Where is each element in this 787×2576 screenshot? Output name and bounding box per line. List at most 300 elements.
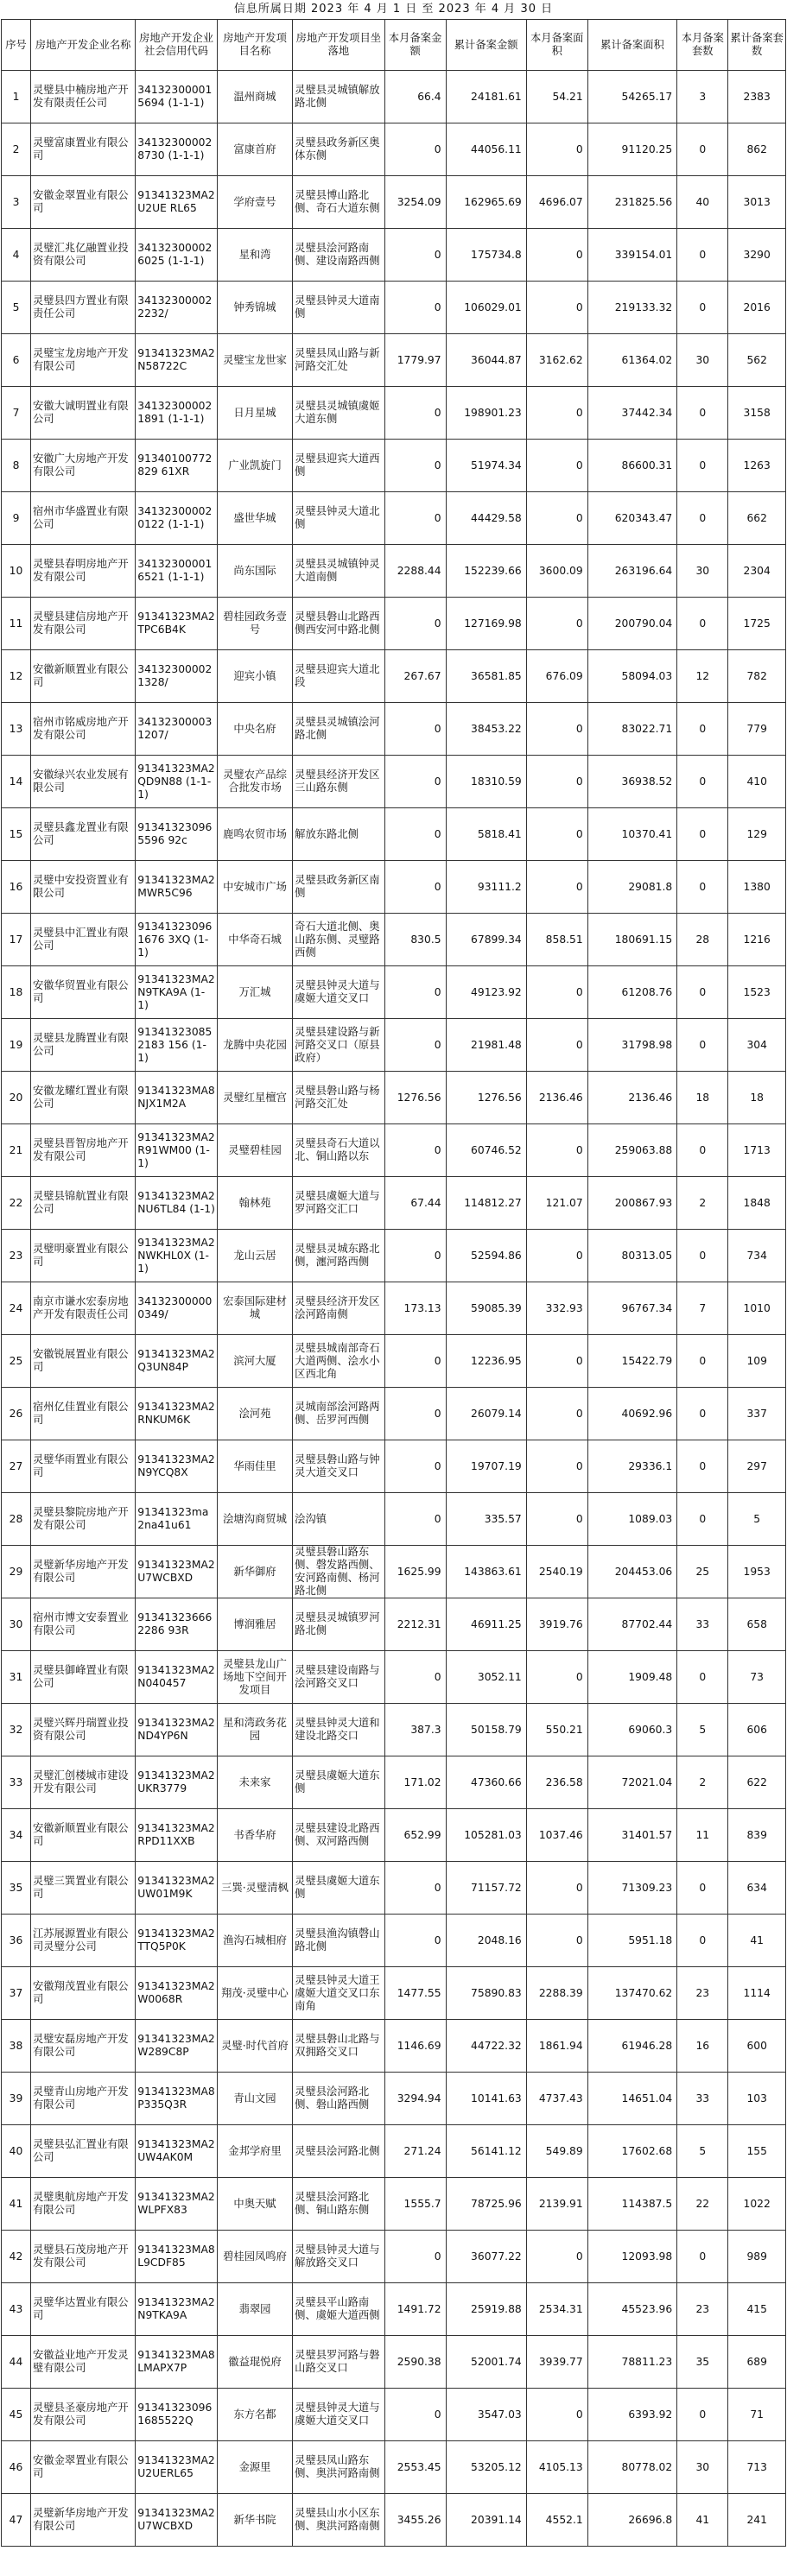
month-area-cell: 0	[526, 1440, 587, 1493]
project-location-cell: 灵璧县浍河路北侧、磐山路西侧	[293, 2073, 384, 2125]
row-index-cell: 3	[2, 176, 31, 229]
month-area-cell: 0	[526, 598, 587, 650]
project-location-cell: 灵璧县浍河路南侧、建设南路西侧	[293, 229, 384, 282]
credit-code-cell: 341323000016521 (1-1-1)	[136, 545, 218, 598]
table-row	[2, 1967, 786, 2020]
month-area-cell: 0	[526, 1388, 587, 1440]
project-name-cell: 星和湾政务花园	[217, 1704, 292, 1756]
credit-code-cell: 91340100772829 61XR	[136, 440, 218, 492]
month-units-cell: 0	[677, 861, 728, 914]
month-area-cell: 332.93	[526, 1282, 587, 1335]
project-location-cell: 灵璧县钟灵大道与解放路交叉口	[293, 2231, 384, 2283]
developer-name-cell: 灵璧县鑫龙置业有限公司	[31, 808, 136, 861]
project-location-cell: 灵璧县迎宾大道西侧	[293, 440, 384, 492]
row-index-cell: 23	[2, 1230, 31, 1282]
project-location-cell: 灵璧县虞姬大道东侧	[293, 1862, 384, 1915]
project-location-cell: 灵璧县凤山路与新河路交汇处	[293, 334, 384, 387]
month-area-cell: 0	[526, 492, 587, 545]
developer-name-cell: 灵璧新华房地产开发有限公司	[31, 2494, 136, 2547]
row-index-cell: 10	[2, 545, 31, 598]
project-location-cell: 灵璧县政务新区南侧	[293, 861, 384, 914]
developer-name-cell: 灵璧县黎院房地产开发有限公司	[31, 1493, 136, 1546]
row-index-cell: 5	[2, 282, 31, 334]
developer-name-cell: 安徽广大房地产开发有限公司	[31, 440, 136, 492]
project-location-cell: 灵璧县经济开发区浍河路南侧	[293, 1282, 384, 1335]
total-area-cell: 71309.23	[587, 1862, 677, 1915]
project-name-cell: 渔沟石城相府	[217, 1915, 292, 1967]
total-area-cell: 200790.04	[587, 598, 677, 650]
credit-code-cell: 341323000021328/	[136, 650, 218, 703]
row-index-cell: 18	[2, 966, 31, 1019]
total-amount-cell: 3547.03	[446, 2389, 526, 2441]
credit-code-cell: 91341323MA8NJX1M2A	[136, 1072, 218, 1124]
table-row	[2, 861, 786, 914]
project-name-cell: 金源里	[217, 2441, 292, 2494]
row-index-cell: 25	[2, 1335, 31, 1388]
row-index-cell: 29	[2, 1546, 31, 1598]
project-name-cell: 星和湾	[217, 229, 292, 282]
table-row	[2, 1862, 786, 1915]
row-index-cell: 14	[2, 756, 31, 808]
project-name-cell: 宏泰国际建材城	[217, 1282, 292, 1335]
total-units-cell: 304	[728, 1019, 786, 1072]
project-location-cell: 灵璧县灵城镇虞姬大道东侧	[293, 387, 384, 440]
total-area-cell: 96767.34	[587, 1282, 677, 1335]
credit-code-cell: 341323000026025 (1-1-1)	[136, 229, 218, 282]
total-amount-cell: 10141.63	[446, 2073, 526, 2125]
table-row	[2, 2178, 786, 2231]
month-amount-cell: 271.24	[384, 2125, 446, 2178]
row-index-cell: 24	[2, 1282, 31, 1335]
total-area-cell: 1909.48	[587, 1651, 677, 1704]
month-units-cell: 35	[677, 2336, 728, 2389]
total-units-cell: 41	[728, 1915, 786, 1967]
row-index-cell: 9	[2, 492, 31, 545]
month-area-cell: 0	[526, 1124, 587, 1177]
table-row	[2, 2125, 786, 2178]
month-units-cell: 0	[677, 598, 728, 650]
row-index-cell: 31	[2, 1651, 31, 1704]
month-units-cell: 0	[677, 282, 728, 334]
month-units-cell: 0	[677, 1388, 728, 1440]
project-name-cell: 灵璧·时代首府	[217, 2020, 292, 2073]
row-index-cell: 47	[2, 2494, 31, 2547]
project-location-cell: 灵璧县城南部奇石大道两侧、浍水小区西北角	[293, 1335, 384, 1388]
total-area-cell: 37442.34	[587, 387, 677, 440]
developer-name-cell: 安徽新顺置业有限公司	[31, 650, 136, 703]
total-units-cell: 71	[728, 2389, 786, 2441]
table-row	[2, 71, 786, 123]
month-area-cell: 0	[526, 1651, 587, 1704]
credit-code-cell: 91341323MA2W0068R	[136, 1967, 218, 2020]
credit-code-cell: 913413230965596 92c	[136, 808, 218, 861]
row-index-cell: 19	[2, 1019, 31, 1072]
month-units-cell: 0	[677, 1335, 728, 1388]
month-units-cell: 33	[677, 2073, 728, 2125]
total-amount-cell: 67899.34	[446, 914, 526, 966]
month-units-cell: 41	[677, 2494, 728, 2547]
row-index-cell: 26	[2, 1388, 31, 1440]
total-area-cell: 78811.23	[587, 2336, 677, 2389]
row-index-cell: 1	[2, 71, 31, 123]
project-location-cell: 灵璧县建设南路与浍河路交叉口	[293, 1651, 384, 1704]
total-amount-cell: 93111.2	[446, 861, 526, 914]
total-area-cell: 31798.98	[587, 1019, 677, 1072]
total-amount-cell: 335.57	[446, 1493, 526, 1546]
total-area-cell: 1089.03	[587, 1493, 677, 1546]
row-index-cell: 38	[2, 2020, 31, 2073]
total-units-cell: 1022	[728, 2178, 786, 2231]
credit-code-cell: 91341323MA2N040457	[136, 1651, 218, 1704]
total-amount-cell: 106029.01	[446, 282, 526, 334]
month-area-cell: 0	[526, 966, 587, 1019]
project-location-cell: 灵璧县博山路北侧、奇石大道东侧	[293, 176, 384, 229]
month-amount-cell: 173.13	[384, 1282, 446, 1335]
total-area-cell: 10370.41	[587, 808, 677, 861]
month-amount-cell: 0	[384, 1124, 446, 1177]
month-amount-cell: 1779.97	[384, 334, 446, 387]
credit-code-cell: 91341323MA2UW4AK0M	[136, 2125, 218, 2178]
total-units-cell: 1953	[728, 1546, 786, 1598]
month-amount-cell: 0	[384, 1019, 446, 1072]
project-name-cell: 三巽·灵璧清枫	[217, 1862, 292, 1915]
total-area-cell: 72021.04	[587, 1756, 677, 1809]
total-area-cell: 12093.98	[587, 2231, 677, 2283]
credit-code-cell: 91341323MA2WLPFX83	[136, 2178, 218, 2231]
project-name-cell: 万汇城	[217, 966, 292, 1019]
month-amount-cell: 0	[384, 1388, 446, 1440]
row-index-cell: 11	[2, 598, 31, 650]
total-units-cell: 782	[728, 650, 786, 703]
project-name-cell: 灵璧碧桂园	[217, 1124, 292, 1177]
table-row	[2, 2494, 786, 2547]
total-amount-cell: 47360.66	[446, 1756, 526, 1809]
month-units-cell: 0	[677, 1440, 728, 1493]
total-area-cell: 69060.3	[587, 1704, 677, 1756]
developer-name-cell: 安徽金翠置业有限公司	[31, 176, 136, 229]
total-units-cell: 2304	[728, 545, 786, 598]
total-area-cell: 263196.64	[587, 545, 677, 598]
project-location-cell: 灵璧县经济开发区三山路东侧	[293, 756, 384, 808]
total-area-cell: 5951.18	[587, 1915, 677, 1967]
total-amount-cell: 51974.34	[446, 440, 526, 492]
month-amount-cell: 67.44	[384, 1177, 446, 1230]
credit-code-cell: 91341323MA2MWR5C96	[136, 861, 218, 914]
table-row	[2, 229, 786, 282]
row-index-cell: 2	[2, 123, 31, 176]
total-area-cell: 61946.28	[587, 2020, 677, 2073]
total-units-cell: 1263	[728, 440, 786, 492]
month-amount-cell: 2288.44	[384, 545, 446, 598]
month-units-cell: 3	[677, 71, 728, 123]
total-units-cell: 5	[728, 1493, 786, 1546]
month-area-cell: 4696.07	[526, 176, 587, 229]
table-row	[2, 1177, 786, 1230]
month-units-cell: 7	[677, 1282, 728, 1335]
month-units-cell: 0	[677, 1230, 728, 1282]
row-index-cell: 36	[2, 1915, 31, 1967]
month-area-cell: 0	[526, 861, 587, 914]
table-row	[2, 2441, 786, 2494]
total-units-cell: 337	[728, 1388, 786, 1440]
month-units-cell: 28	[677, 914, 728, 966]
total-units-cell: 562	[728, 334, 786, 387]
row-index-cell: 42	[2, 2231, 31, 2283]
developer-name-cell: 宿州市铭威房地产开发有限公司	[31, 703, 136, 756]
total-units-cell: 1380	[728, 861, 786, 914]
total-units-cell: 600	[728, 2020, 786, 2073]
developer-name-cell: 灵璧县四方置业有限责任公司	[31, 282, 136, 334]
table-row	[2, 1598, 786, 1651]
total-amount-cell: 52001.74	[446, 2336, 526, 2389]
total-area-cell: 200867.93	[587, 1177, 677, 1230]
table-row	[2, 1072, 786, 1124]
table-row	[2, 176, 786, 229]
total-amount-cell: 18310.59	[446, 756, 526, 808]
total-units-cell: 779	[728, 703, 786, 756]
total-units-cell: 662	[728, 492, 786, 545]
credit-code-cell: 341323000031207/	[136, 703, 218, 756]
month-units-cell: 0	[677, 703, 728, 756]
credit-code-cell: 91341323MA2RNKUM6K	[136, 1388, 218, 1440]
project-name-cell: 翰林苑	[217, 1177, 292, 1230]
project-name-cell: 新华御府	[217, 1546, 292, 1598]
project-location-cell: 灵璧县建设北路西侧、双河路西侧	[293, 1809, 384, 1862]
total-units-cell: 241	[728, 2494, 786, 2547]
total-amount-cell: 56141.12	[446, 2125, 526, 2178]
month-area-cell: 236.58	[526, 1756, 587, 1809]
month-area-cell: 0	[526, 703, 587, 756]
total-amount-cell: 21981.48	[446, 1019, 526, 1072]
total-units-cell: 622	[728, 1756, 786, 1809]
project-location-cell: 浍沟镇	[293, 1493, 384, 1546]
month-amount-cell: 0	[384, 1335, 446, 1388]
total-area-cell: 29336.1	[587, 1440, 677, 1493]
total-area-cell: 6393.92	[587, 2389, 677, 2441]
project-location-cell: 灵璧县政务新区奥体东侧	[293, 123, 384, 176]
total-amount-cell: 1276.56	[446, 1072, 526, 1124]
table-row	[2, 2283, 786, 2336]
month-area-cell: 0	[526, 440, 587, 492]
project-name-cell: 钟秀锦城	[217, 282, 292, 334]
project-name-cell: 金邦学府里	[217, 2125, 292, 2178]
total-amount-cell: 46911.25	[446, 1598, 526, 1651]
month-amount-cell: 0	[384, 1915, 446, 1967]
developer-name-cell: 灵璧华雨置业有限公司	[31, 1440, 136, 1493]
month-amount-cell: 0	[384, 492, 446, 545]
credit-code-cell: 91341323MA2TPC6B4K	[136, 598, 218, 650]
project-name-cell: 书香华府	[217, 1809, 292, 1862]
month-units-cell: 0	[677, 2389, 728, 2441]
month-amount-cell: 0	[384, 1230, 446, 1282]
month-area-cell: 0	[526, 1493, 587, 1546]
project-location-cell: 灵璧县山水小区东侧、奥洪河路南侧	[293, 2494, 384, 2547]
total-area-cell: 14651.04	[587, 2073, 677, 2125]
credit-code-cell: 341323000021891 (1-1-1)	[136, 387, 218, 440]
project-location-cell: 灵城南部浍河路两侧、岳罗河西侧	[293, 1388, 384, 1440]
credit-code-cell: 341323000015694 (1-1-1)	[136, 71, 218, 123]
credit-code-cell: 91341323MA2NU6TL84 (1-1)	[136, 1177, 218, 1230]
total-units-cell: 73	[728, 1651, 786, 1704]
month-amount-cell: 1625.99	[384, 1546, 446, 1598]
project-location-cell: 灵璧县浍河路北侧、铜山路东侧	[293, 2178, 384, 2231]
table-row	[2, 756, 786, 808]
developer-name-cell: 灵璧中安投资置业有限公司	[31, 861, 136, 914]
month-area-cell: 4737.43	[526, 2073, 587, 2125]
credit-code-cell: 913413230961685522Q	[136, 2389, 218, 2441]
total-units-cell: 109	[728, 1335, 786, 1388]
month-area-cell: 0	[526, 808, 587, 861]
developer-name-cell: 灵璧县锦航置业有限公司	[31, 1177, 136, 1230]
total-area-cell: 29081.8	[587, 861, 677, 914]
month-amount-cell: 1276.56	[384, 1072, 446, 1124]
project-location-cell: 灵璧县灵城镇解放路北侧	[293, 71, 384, 123]
credit-code-cell: 91341323MA2N9TKA9A	[136, 2283, 218, 2336]
col-header-index: 序号	[2, 20, 31, 71]
total-units-cell: 1216	[728, 914, 786, 966]
month-units-cell: 0	[677, 808, 728, 861]
total-amount-cell: 2048.16	[446, 1915, 526, 1967]
total-units-cell: 2016	[728, 282, 786, 334]
total-area-cell: 58094.03	[587, 650, 677, 703]
credit-code-cell: 91341323MA2W289C8P	[136, 2020, 218, 2073]
month-units-cell: 0	[677, 1019, 728, 1072]
project-location-cell: 灵璧县灵城镇钟灵大道南侧	[293, 545, 384, 598]
col-header-total-amount: 累计备案金额	[446, 20, 526, 71]
developer-name-cell: 灵璧安磊房地产开发有限公司	[31, 2020, 136, 2073]
project-name-cell: 迎宾小镇	[217, 650, 292, 703]
table-row	[2, 1756, 786, 1809]
table-row	[2, 492, 786, 545]
project-name-cell: 滨河大厦	[217, 1335, 292, 1388]
total-area-cell: 620343.47	[587, 492, 677, 545]
month-area-cell: 0	[526, 229, 587, 282]
project-location-cell: 灵璧县磐山路东侧、磬发路西侧、安河路南侧、杨河路北侧	[293, 1546, 384, 1598]
total-units-cell: 103	[728, 2073, 786, 2125]
month-area-cell: 2136.46	[526, 1072, 587, 1124]
total-units-cell: 862	[728, 123, 786, 176]
project-name-cell: 徽益琨悦府	[217, 2336, 292, 2389]
month-area-cell: 3162.62	[526, 334, 587, 387]
row-index-cell: 39	[2, 2073, 31, 2125]
row-index-cell: 28	[2, 1493, 31, 1546]
project-location-cell: 灵璧县渔沟镇磬山路北侧	[293, 1915, 384, 1967]
total-units-cell: 989	[728, 2231, 786, 2283]
total-units-cell: 1848	[728, 1177, 786, 1230]
row-index-cell: 43	[2, 2283, 31, 2336]
table-row	[2, 1493, 786, 1546]
table-row	[2, 808, 786, 861]
project-name-cell: 日月星城	[217, 387, 292, 440]
month-units-cell: 0	[677, 1915, 728, 1967]
month-area-cell: 676.09	[526, 650, 587, 703]
total-units-cell: 1114	[728, 1967, 786, 2020]
credit-code-cell: 91341323MA2ND4YP6N	[136, 1704, 218, 1756]
total-units-cell: 734	[728, 1230, 786, 1282]
project-location-cell: 灵璧县钟灵大道与虞姬大道交叉口	[293, 2389, 384, 2441]
project-name-cell: 中央名府	[217, 703, 292, 756]
credit-code-cell: 341323000022232/	[136, 282, 218, 334]
month-area-cell: 0	[526, 2389, 587, 2441]
month-units-cell: 30	[677, 545, 728, 598]
month-units-cell: 0	[677, 1493, 728, 1546]
project-name-cell: 龙腾中央花园	[217, 1019, 292, 1072]
month-amount-cell: 0	[384, 123, 446, 176]
credit-code-cell: 91341323MA8LMAPX7P	[136, 2336, 218, 2389]
table-row	[2, 598, 786, 650]
total-amount-cell: 44722.32	[446, 2020, 526, 2073]
total-area-cell: 2136.46	[587, 1072, 677, 1124]
project-location-cell: 灵璧县灵城东路北侧，瀍河路西侧	[293, 1230, 384, 1282]
month-units-cell: 22	[677, 2178, 728, 2231]
credit-code-cell: 913413236662286 93R	[136, 1598, 218, 1651]
month-area-cell: 550.21	[526, 1704, 587, 1756]
developer-name-cell: 安徽华贸置业有限公司	[31, 966, 136, 1019]
month-units-cell: 0	[677, 756, 728, 808]
table-row	[2, 1651, 786, 1704]
col-header-total-area: 累计备案面积	[587, 20, 677, 71]
month-amount-cell: 0	[384, 282, 446, 334]
table-row	[2, 914, 786, 966]
table-row	[2, 2389, 786, 2441]
developer-name-cell: 安徽新顺置业有限公司	[31, 1809, 136, 1862]
row-index-cell: 32	[2, 1704, 31, 1756]
month-area-cell: 549.89	[526, 2125, 587, 2178]
month-units-cell: 0	[677, 2231, 728, 2283]
total-units-cell: 155	[728, 2125, 786, 2178]
month-units-cell: 33	[677, 1598, 728, 1651]
total-area-cell: 61208.76	[587, 966, 677, 1019]
total-amount-cell: 38453.22	[446, 703, 526, 756]
month-area-cell: 54.21	[526, 71, 587, 123]
table-row	[2, 2073, 786, 2125]
credit-code-cell: 91341323MA2N58722C	[136, 334, 218, 387]
developer-name-cell: 安徽绿兴农业发展有限公司	[31, 756, 136, 808]
project-location-cell: 灵璧县灵城镇浍河路北侧	[293, 703, 384, 756]
table-row	[2, 2231, 786, 2283]
month-area-cell: 4105.13	[526, 2441, 587, 2494]
project-location-cell: 灵璧县平山路南侧、虞姬大道西侧	[293, 2283, 384, 2336]
total-amount-cell: 78725.96	[446, 2178, 526, 2231]
developer-name-cell: 灵璧县弘汇置业有限公司	[31, 2125, 136, 2178]
developer-name-cell: 灵璧县中汇置业有限公司	[31, 914, 136, 966]
month-amount-cell: 0	[384, 1651, 446, 1704]
project-name-cell: 浍河苑	[217, 1388, 292, 1440]
table-row	[2, 1282, 786, 1335]
credit-code-cell: 913413230852183 156 (1-1)	[136, 1019, 218, 1072]
project-name-cell: 鹿鸣农贸市场	[217, 808, 292, 861]
total-units-cell: 3158	[728, 387, 786, 440]
project-location-cell: 奇石大道北侧、奥山路东侧、灵璧路西侧	[293, 914, 384, 966]
month-area-cell: 0	[526, 123, 587, 176]
project-location-cell: 灵璧县奇石大道以北、铜山路以东	[293, 1124, 384, 1177]
project-name-cell: 广业凯旋门	[217, 440, 292, 492]
credit-code-cell: 91341323MA2R91WM00 (1-1)	[136, 1124, 218, 1177]
project-name-cell: 灵璧县龙山广场地下空间开发项目	[217, 1651, 292, 1704]
credit-code-cell: 91341323MA2Q3UN84P	[136, 1335, 218, 1388]
developer-name-cell: 灵璧新华房地产开发有限公司	[31, 1546, 136, 1598]
project-name-cell: 东方名都	[217, 2389, 292, 2441]
col-header-location: 房地产开发项目坐落地	[293, 20, 384, 71]
month-units-cell: 0	[677, 1124, 728, 1177]
project-location-cell: 灵璧县建设路与新河路交叉口（原县政府）	[293, 1019, 384, 1072]
month-area-cell: 1037.46	[526, 1809, 587, 1862]
month-amount-cell: 3294.94	[384, 2073, 446, 2125]
month-area-cell: 2139.91	[526, 2178, 587, 2231]
month-amount-cell: 0	[384, 2231, 446, 2283]
total-amount-cell: 26079.14	[446, 1388, 526, 1440]
month-area-cell: 0	[526, 387, 587, 440]
